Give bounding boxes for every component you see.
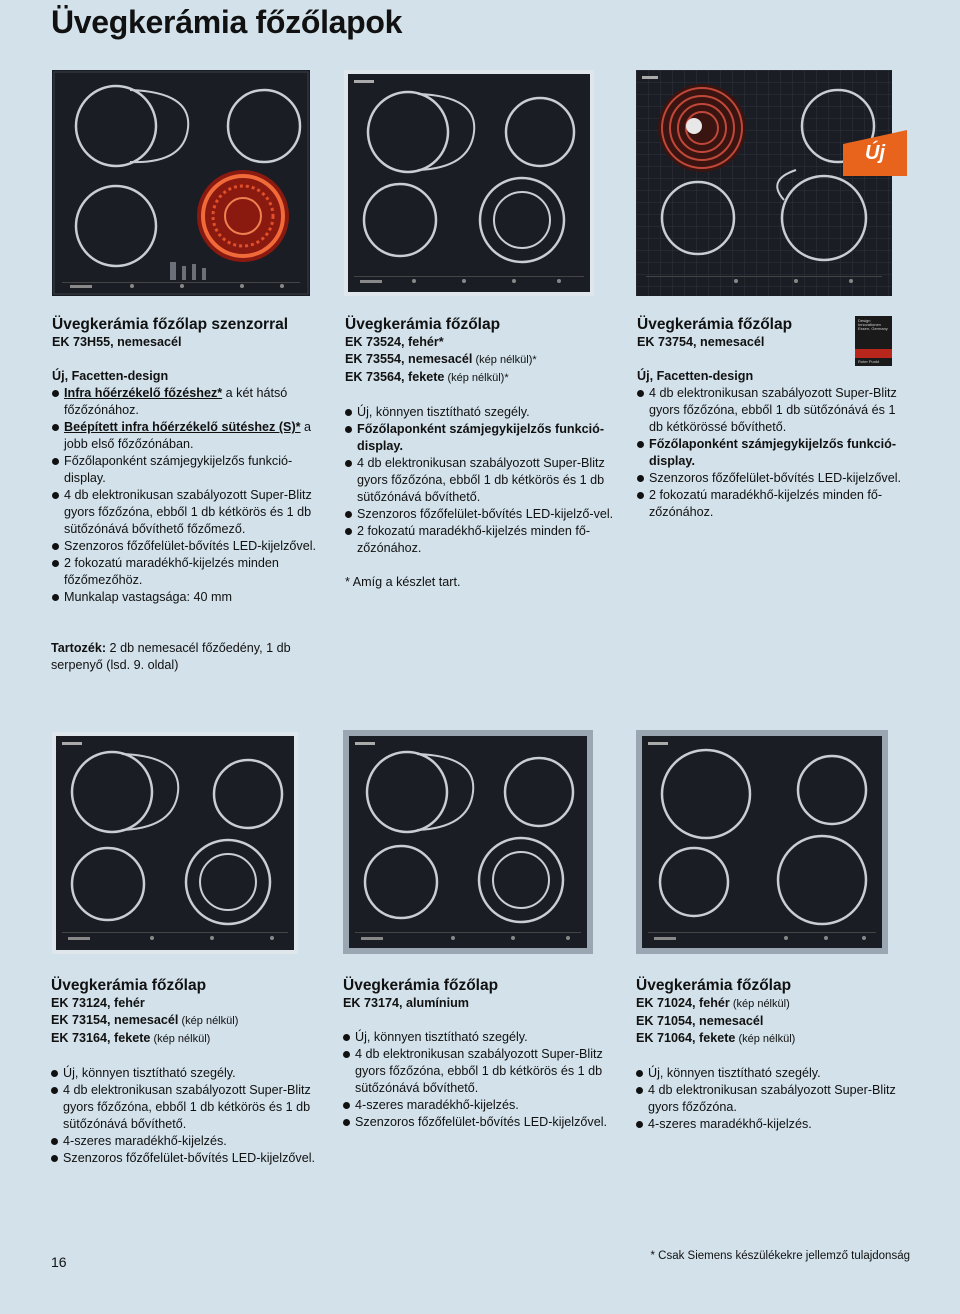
list-item: Szenzoros főzőfelület-bővítés LED-kijelzővel.	[51, 1150, 323, 1167]
cooktop-image-ek71054	[636, 730, 888, 954]
list-item: 2 fokozatú maradékhő-kijelzés minden fő-zőzónához.	[345, 523, 617, 557]
list-item: Szenzoros főzőfelület-bővítés LED-kijelzővel.	[52, 538, 324, 555]
product-subtitle: Új, Facetten-design	[637, 369, 754, 383]
product-block-4	[51, 976, 323, 1167]
product-block-2	[345, 315, 617, 591]
new-badge	[843, 130, 907, 176]
red-dot-award-logo: Design Innovationen Essen, Germany Roter Punkt	[855, 316, 892, 366]
product-heading: Üvegkerámia főzőlap	[345, 316, 501, 333]
product-heading: Üvegkerámia főzőlap	[636, 977, 792, 994]
list-item: 4 db elektronikusan szabályozott Super-Blitz gyors főzőzóna, ebből 1 db sütőzónává és 1 db kétkörössé bővíthető.	[637, 385, 909, 436]
product-block-1	[52, 315, 324, 606]
model-line: EK 73564, fekete (kép nélkül)*	[345, 370, 509, 384]
list-item: Beépített infra hőérzékelő sütéshez (S)* a jobb első főzőzónában.	[52, 419, 324, 453]
list-item: 4-szeres maradékhő-kijelzés.	[343, 1097, 615, 1114]
model-line: EK 73174, alumínium	[343, 996, 469, 1010]
product-heading: Üvegkerámia főzőlap	[637, 316, 793, 333]
model-line: EK 73124, fehér	[51, 996, 145, 1010]
list-item: 4 db elektronikusan szabályozott Super-Blitz gyors főzőzóna, ebből 1 db kétkörös és 1 db sütőzónává bővíthető.	[51, 1082, 323, 1133]
list-item: Szenzoros főzőfelület-bővítés LED-kijelzővel.	[343, 1114, 615, 1131]
list-item: 2 fokozatú maradékhő-kijelzés minden főzőmezőhöz.	[52, 555, 324, 589]
cooktop-image-ek73h55	[52, 70, 310, 296]
model-line: EK 73554, nemesacél (kép nélkül)*	[345, 352, 537, 366]
list-item: 4-szeres maradékhő-kijelzés.	[636, 1116, 908, 1133]
list-item: Új, könnyen tisztítható szegély.	[51, 1065, 323, 1082]
list-item: 4 db elektronikusan szabályozott Super-Blitz gyors főzőzóna, ebből 1 db kétkörös és 1 db sütőzónává bővíthető főzőmező.	[52, 487, 324, 538]
stock-footnote: * Amíg a készlet tart.	[345, 575, 461, 589]
list-item: 4 db elektronikusan szabályozott Super-Blitz gyors főzőzóna, ebből 1 db kétkörös és 1 db sütőzónává bővíthető.	[343, 1046, 615, 1097]
new-badge-label: Új	[865, 142, 885, 164]
cooktop-image-ek73124	[52, 732, 298, 954]
list-item: Főzőlaponként számjegykijelzős funkció-display.	[345, 421, 617, 455]
product-heading: Üvegkerámia főzőlap	[343, 977, 499, 994]
list-item: 2 fokozatú maradékhő-kijelzés minden fő-zőzónához.	[637, 487, 909, 521]
model-line: EK 71024, fehér (kép nélkül)	[636, 996, 790, 1010]
list-item: Főzőlaponként számjegykijelzős funkció-display.	[52, 453, 324, 487]
model-line: EK 73154, nemesacél (kép nélkül)	[51, 1013, 239, 1027]
model-line: EK 73164, fekete (kép nélkül)	[51, 1031, 211, 1045]
accessory-note: Tartozék: 2 db nemesacél főzőedény, 1 db serpenyő (lsd. 9. oldal)	[51, 641, 291, 672]
list-item: Főzőlaponként számjegykijelzős funkció-display.	[637, 436, 909, 470]
list-item: 4 db elektronikusan szabályozott Super-Blitz gyors főzőzóna, ebből 1 db kétkörös és 1 db sütőzónává bővíthető.	[345, 455, 617, 506]
cooktop-image-ek73754	[636, 70, 892, 296]
list-item: Munkalap vastagsága: 40 mm	[52, 589, 324, 606]
product-heading: Üvegkerámia főzőlap szenzorral	[52, 316, 289, 333]
list-item: Infra hőérzékelő főzéshez* a két hátsó főzőzónához.	[52, 385, 324, 419]
list-item: 4 db elektronikusan szabályozott Super-Blitz gyors főzőzóna.	[636, 1082, 908, 1116]
cooktop-image-ek73174	[343, 730, 593, 954]
list-item: 4-szeres maradékhő-kijelzés.	[51, 1133, 323, 1150]
page-footnote: * Csak Siemens készülékekre jellemző tulajdonság	[650, 1250, 910, 1262]
product-block-5	[343, 976, 615, 1131]
list-item: Új, könnyen tisztítható szegély.	[636, 1065, 908, 1082]
page-title: Üvegkerámia főzőlapok	[51, 4, 403, 40]
model-line: EK 71064, fekete (kép nélkül)	[636, 1031, 796, 1045]
model-line: EK 73H55, nemesacél	[52, 335, 182, 349]
list-item: Szenzoros főzőfelület-bővítés LED-kijelző-vel.	[345, 506, 617, 523]
page-number: 16	[51, 1254, 67, 1270]
model-line: EK 73524, fehér*	[345, 335, 444, 349]
list-item: Szenzoros főzőfelület-bővítés LED-kijelzővel.	[637, 470, 909, 487]
list-item: Új, könnyen tisztítható szegély.	[343, 1029, 615, 1046]
list-item: Új, könnyen tisztítható szegély.	[345, 404, 617, 421]
model-line: EK 73754, nemesacél	[637, 335, 765, 349]
product-subtitle: Új, Facetten-design	[52, 369, 169, 383]
model-line: EK 71054, nemesacél	[636, 1014, 764, 1028]
cooktop-image-ek73524	[344, 70, 594, 296]
product-block-6	[636, 976, 908, 1133]
product-heading: Üvegkerámia főzőlap	[51, 977, 207, 994]
